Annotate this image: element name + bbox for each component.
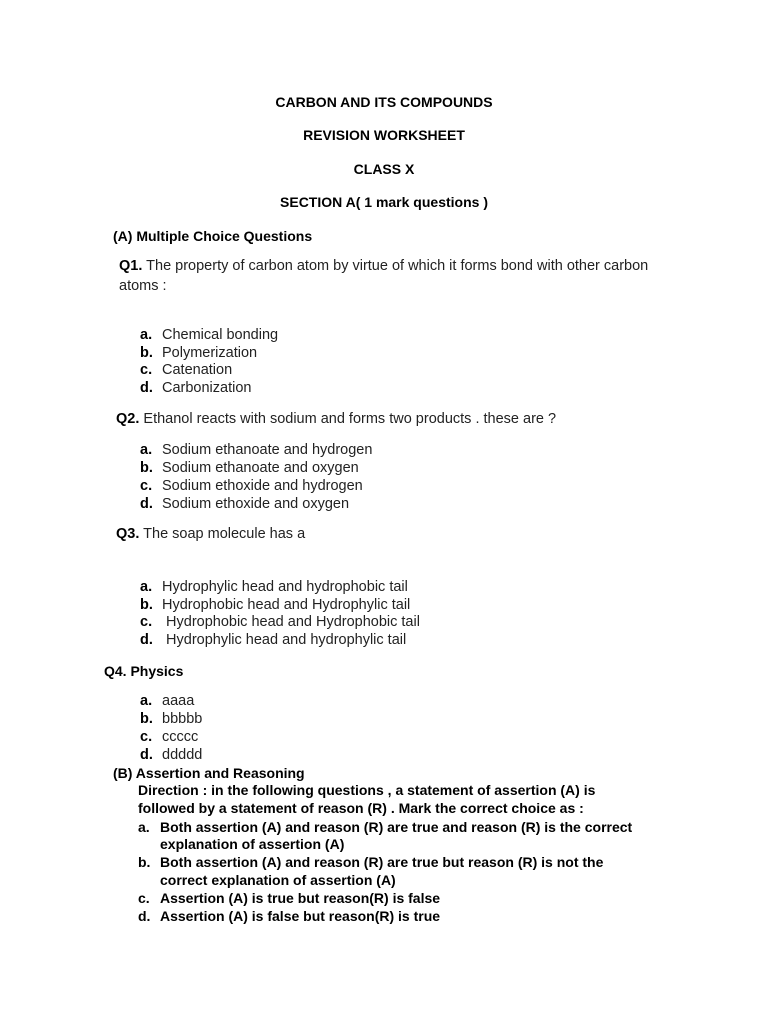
option-text: Hydrophylic head and hydrophylic tail (162, 632, 407, 648)
q1-option-c (140, 362, 232, 379)
q1-option-a (140, 327, 278, 344)
option-text: aaaa (162, 693, 195, 709)
assertion-reasoning-heading: (B) Assertion and Reasoning (113, 765, 305, 781)
choice-letter: a. (138, 819, 150, 835)
q1-text (119, 258, 648, 275)
q4-heading: Q4. Physics (104, 663, 184, 679)
section-heading: SECTION A( 1 mark questions ) (280, 194, 488, 210)
q2-option-b (140, 460, 359, 477)
option-text: Sodium ethoxide and hydrogen (162, 478, 363, 494)
option-text: Hydrophylic head and hydrophobic tail (162, 579, 408, 595)
q2-number: Q2. (116, 411, 140, 427)
q1-option-d (140, 380, 251, 397)
q3-number: Q3. (116, 526, 140, 542)
option-letter: d. (140, 496, 153, 512)
q2-text-body: Ethanol reacts with sodium and forms two products . these are ? (139, 411, 557, 427)
choice-letter: d. (138, 908, 151, 924)
q1-option-b (140, 345, 257, 362)
option-text: Polymerization (162, 345, 258, 361)
q3-option-a (140, 579, 408, 596)
option-letter: d. (140, 632, 153, 648)
q1-number: Q1. (119, 258, 143, 274)
option-letter: b. (140, 711, 153, 727)
q2-option-a (140, 442, 372, 459)
q2-option-c (140, 478, 363, 495)
q3-text (116, 526, 305, 543)
option-text: Carbonization (162, 380, 252, 396)
document-subtitle: REVISION WORKSHEET (303, 127, 465, 143)
choice-b (138, 854, 603, 871)
option-text: Sodium ethanoate and oxygen (162, 460, 359, 476)
q2-text (116, 411, 556, 428)
option-letter: a. (140, 693, 153, 709)
option-text: Hydrophobic head and Hydrophylic tail (162, 597, 411, 613)
class-label: CLASS X (353, 161, 415, 177)
q1-text-line1: The property of carbon atom by virtue of which it forms bond with other carbon (142, 258, 649, 274)
option-letter: c. (140, 478, 153, 494)
option-letter: a. (140, 327, 153, 343)
choice-c (138, 890, 440, 907)
choice-text: Assertion (A) is true but reason(R) is false (160, 890, 441, 906)
choice-letter: b. (138, 854, 151, 870)
option-letter: b. (140, 460, 153, 476)
option-letter: b. (140, 597, 153, 613)
option-letter: c. (140, 614, 153, 630)
option-letter: d. (140, 747, 153, 763)
direction-line2: followed by a statement of reason (R) . Mark the correct choice as : (138, 800, 584, 816)
q3-option-b (140, 597, 410, 614)
q1-text-line2: atoms : (119, 278, 167, 294)
q3-text-body: The soap molecule has a (139, 526, 306, 542)
option-text: Catenation (162, 362, 233, 378)
q3-option-d (140, 632, 406, 649)
choice-a-line2: explanation of assertion (A) (160, 836, 345, 852)
option-text: ddddd (162, 747, 203, 763)
q2-option-d (140, 496, 349, 513)
choice-text: Both assertion (A) and reason (R) are true and reason (R) is the correct (160, 819, 633, 835)
q4-option-c (140, 729, 198, 746)
direction-line1: Direction : in the following questions , a statement of assertion (A) is (138, 782, 596, 798)
q4-option-a (140, 693, 194, 710)
option-letter: c. (140, 362, 153, 378)
option-text: Chemical bonding (162, 327, 279, 343)
choice-text: Assertion (A) is false but reason(R) is true (160, 908, 441, 924)
option-letter: d. (140, 380, 153, 396)
option-letter: c. (140, 729, 153, 745)
q3-option-c (140, 614, 420, 631)
option-text: Sodium ethanoate and hydrogen (162, 442, 373, 458)
mcq-heading: (A) Multiple Choice Questions (113, 228, 313, 244)
choice-a (138, 819, 632, 836)
choice-d (138, 908, 440, 925)
choice-letter: c. (138, 890, 150, 906)
choice-b-line2: correct explanation of assertion (A) (160, 872, 396, 888)
option-letter: a. (140, 579, 153, 595)
option-text: Sodium ethoxide and oxygen (162, 496, 350, 512)
choice-text: Both assertion (A) and reason (R) are true but reason (R) is not the (160, 854, 604, 870)
option-text: ccccc (162, 729, 199, 745)
option-letter: a. (140, 442, 153, 458)
option-text: Hydrophobic head and Hydrophobic tail (162, 614, 420, 630)
q4-option-d (140, 747, 202, 764)
q4-option-b (140, 711, 202, 728)
document-title: CARBON AND ITS COMPOUNDS (275, 94, 493, 110)
option-text: bbbbb (162, 711, 203, 727)
option-letter: b. (140, 345, 153, 361)
